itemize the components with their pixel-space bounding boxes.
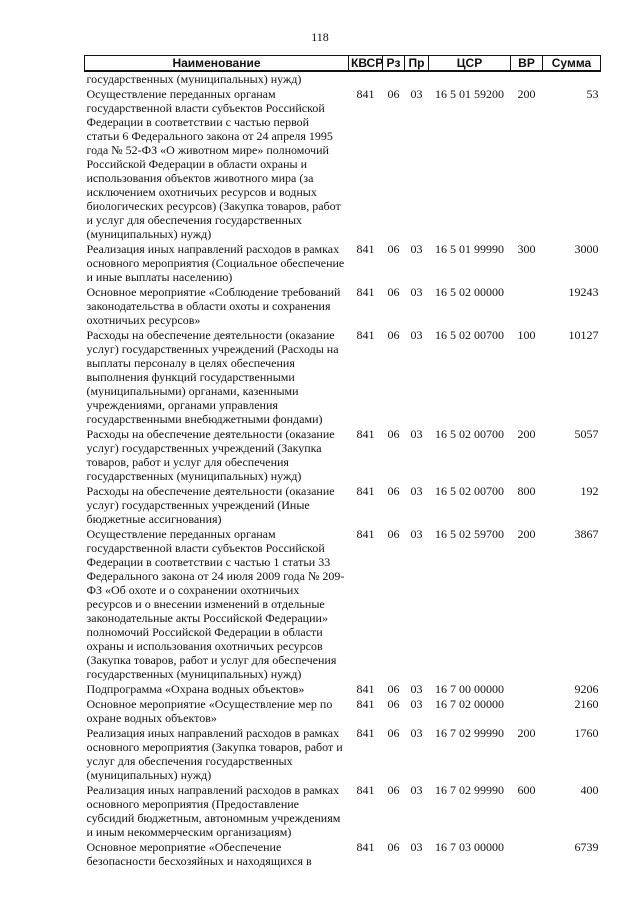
row-pr-cell: 03 — [410, 697, 423, 711]
row-rz-cell: 06 — [387, 783, 400, 797]
row-name-cell: Реализация иных направлений расходов в рамках основного мероприятия (Закупка товаров, работ и услуг для обеспечения государственных (муниципальных) нужд) — [86, 726, 343, 782]
table-row — [85, 840, 601, 869]
row-csr-cell: 16 5 01 99990 — [435, 242, 504, 256]
row-pr-cell: 03 — [410, 87, 423, 101]
row-name-cell: Расходы на обеспечение деятельности (оказание услуг) государственных учреждений (Расходы на выплаты персоналу в целях обеспечения выполнения функций государственными (муниципальными) органами, казенными учреждениями, органами управления государственными внебюджетными фондами) — [86, 328, 339, 426]
table-row — [85, 682, 601, 697]
row-name-cell: Осуществление переданных органам государственной власти субъектов Российской Федерации в соответствии с частью 1 статьи 33 Федерального закона от 24 июля 2009 года № 209-ФЗ «Об охоте и о сохранении охотничьих ресурсов и о внесении изменений в отдельные законодательные акты Российской Федерации» полномочий Российской Федерации в области охраны и использования охотничьих ресурсов (Закупка товаров, работ и услуг для обеспечения государственных (муниципальных) нужд) — [86, 527, 345, 681]
row-name-cell: Реализация иных направлений расходов в рамках основного мероприятия (Социальное обеспечение и иные выплаты населению) — [86, 242, 345, 284]
row-sum-cell: 192 — [580, 484, 599, 498]
row-vr-cell: 600 — [517, 783, 536, 797]
row-pr-cell — [405, 71, 429, 87]
table-row — [85, 427, 601, 484]
row-sum-cell: 1760 — [574, 726, 599, 740]
row-csr-cell: 16 7 02 00000 — [435, 697, 504, 711]
row-rz-cell: 06 — [387, 840, 400, 854]
row-pr-cell: 03 — [410, 484, 423, 498]
header-rz: Рз — [383, 56, 405, 72]
row-rz-cell: 06 — [387, 697, 400, 711]
row-sum-cell: 400 — [580, 783, 599, 797]
row-vr-cell — [511, 285, 543, 328]
row-pr-cell: 03 — [410, 726, 423, 740]
row-vr-cell: 300 — [517, 242, 536, 256]
header-sum: Сумма — [543, 56, 601, 72]
row-rz-cell: 06 — [387, 285, 400, 299]
row-csr-cell: 16 7 02 99990 — [435, 783, 504, 797]
table-row — [85, 71, 601, 87]
row-sum-cell: 6739 — [574, 840, 599, 854]
row-vr-cell: 800 — [517, 484, 536, 498]
row-name-cell: Реализация иных направлений расходов в рамках основного мероприятия (Предоставление субсидий бюджетным, автономным учреждениям и иным некоммерческим организациям) — [86, 783, 341, 839]
table-header — [85, 56, 601, 72]
row-kvsr-cell: 841 — [356, 484, 375, 498]
row-name-cell: Основное мероприятие «Осуществление мер по охране водных объектов» — [86, 697, 333, 725]
row-kvsr-cell: 841 — [356, 726, 375, 740]
row-vr-cell — [511, 71, 543, 87]
row-rz-cell: 06 — [387, 527, 400, 541]
row-kvsr-cell: 841 — [356, 840, 375, 854]
row-vr-cell: 200 — [517, 427, 536, 441]
row-sum-cell: 10127 — [568, 328, 599, 342]
row-name-cell: государственных (муниципальных) нужд) — [86, 72, 302, 86]
row-rz-cell: 06 — [387, 726, 400, 740]
row-vr-cell: 200 — [517, 87, 536, 101]
row-rz-cell: 06 — [387, 242, 400, 256]
row-rz-cell: 06 — [387, 682, 400, 696]
row-vr-cell: 200 — [517, 527, 536, 541]
row-sum-cell: 9206 — [574, 682, 599, 696]
row-kvsr-cell: 841 — [356, 328, 375, 342]
row-kvsr-cell: 841 — [356, 697, 375, 711]
row-sum-cell: 5057 — [574, 427, 599, 441]
row-sum-cell: 19243 — [568, 285, 599, 299]
table-row — [85, 484, 601, 527]
row-name-cell: Расходы на обеспечение деятельности (оказание услуг) государственных учреждений (Закупка товаров, работ и услуг для обеспечения государственных (муниципальных) нужд) — [86, 427, 335, 483]
row-sum-cell: 2160 — [574, 697, 599, 711]
budget-table — [84, 55, 601, 869]
row-pr-cell: 03 — [410, 783, 423, 797]
row-name-cell: Расходы на обеспечение деятельности (оказание услуг) государственных учреждений (Иные бюджетные ассигнования) — [86, 484, 335, 526]
row-sum-cell: 3867 — [574, 527, 599, 541]
row-csr-cell: 16 7 00 00000 — [435, 682, 504, 696]
row-sum-cell: 53 — [586, 87, 599, 101]
row-name-cell: Основное мероприятие «Соблюдение требований законодательства в области охоты и сохранения охотничьих ресурсов» — [86, 285, 341, 327]
table-row — [85, 697, 601, 726]
page-number: 118 — [311, 30, 329, 44]
row-rz-cell: 06 — [387, 427, 400, 441]
row-pr-cell: 03 — [410, 682, 423, 696]
row-name-cell: Основное мероприятие «Обеспечение безопасности бесхозяйных и находящихся в — [86, 840, 312, 868]
table-row — [85, 726, 601, 783]
row-kvsr-cell: 841 — [356, 285, 375, 299]
row-csr-cell: 16 5 02 00700 — [435, 328, 504, 342]
table-row — [85, 242, 601, 285]
table-row — [85, 527, 601, 682]
row-pr-cell: 03 — [410, 285, 423, 299]
table-body — [85, 71, 601, 869]
header-pr: Пр — [405, 56, 429, 72]
header-name: Наименование — [85, 56, 349, 72]
row-name-cell: Подпрограмма «Охрана водных объектов» — [86, 682, 305, 696]
row-name-cell: Осуществление переданных органам государственной власти субъектов Российской Федерации в соответствии с частью первой статьи 6 Федерального закона от 24 апреля 1995 года № 52-ФЗ «О животном мире» полномочий Российской Федерации в области охраны и использования объектов животного мира (за исключением охотничьих ресурсов и водных биологических ресурсов) (Закупка товаров, работ и услуг для обеспечения государственных (муниципальных) нужд) — [86, 87, 341, 241]
row-csr-cell: 16 5 02 59700 — [435, 527, 504, 541]
row-csr-cell: 16 5 01 59200 — [435, 87, 504, 101]
row-pr-cell: 03 — [410, 242, 423, 256]
row-pr-cell: 03 — [410, 527, 423, 541]
row-pr-cell: 03 — [410, 840, 423, 854]
row-rz-cell: 06 — [387, 87, 400, 101]
row-kvsr-cell: 841 — [356, 527, 375, 541]
row-csr-cell: 16 7 02 99990 — [435, 726, 504, 740]
row-csr-cell: 16 5 02 00000 — [435, 285, 504, 299]
row-kvsr-cell — [349, 71, 383, 87]
row-sum-cell: 3000 — [574, 242, 599, 256]
row-pr-cell: 03 — [410, 328, 423, 342]
row-csr-cell — [429, 71, 511, 87]
row-kvsr-cell: 841 — [356, 242, 375, 256]
table-row — [85, 87, 601, 242]
row-vr-cell — [511, 697, 543, 726]
row-rz-cell — [383, 71, 405, 87]
row-kvsr-cell: 841 — [356, 87, 375, 101]
row-kvsr-cell: 841 — [356, 783, 375, 797]
table-row — [85, 328, 601, 427]
header-kvsr: КВСР — [349, 56, 383, 72]
row-vr-cell — [511, 682, 543, 697]
row-kvsr-cell: 841 — [356, 682, 375, 696]
header-vr: ВР — [511, 56, 543, 72]
row-rz-cell: 06 — [387, 328, 400, 342]
row-vr-cell: 200 — [517, 726, 536, 740]
table-row — [85, 285, 601, 328]
row-kvsr-cell: 841 — [356, 427, 375, 441]
row-csr-cell: 16 5 02 00700 — [435, 427, 504, 441]
row-csr-cell: 16 5 02 00700 — [435, 484, 504, 498]
row-pr-cell: 03 — [410, 427, 423, 441]
table-row — [85, 783, 601, 840]
row-vr-cell: 100 — [517, 328, 536, 342]
row-csr-cell: 16 7 03 00000 — [435, 840, 504, 854]
row-sum-cell — [543, 71, 601, 87]
header-csr: ЦСР — [429, 56, 511, 72]
row-vr-cell — [511, 840, 543, 869]
row-rz-cell: 06 — [387, 484, 400, 498]
